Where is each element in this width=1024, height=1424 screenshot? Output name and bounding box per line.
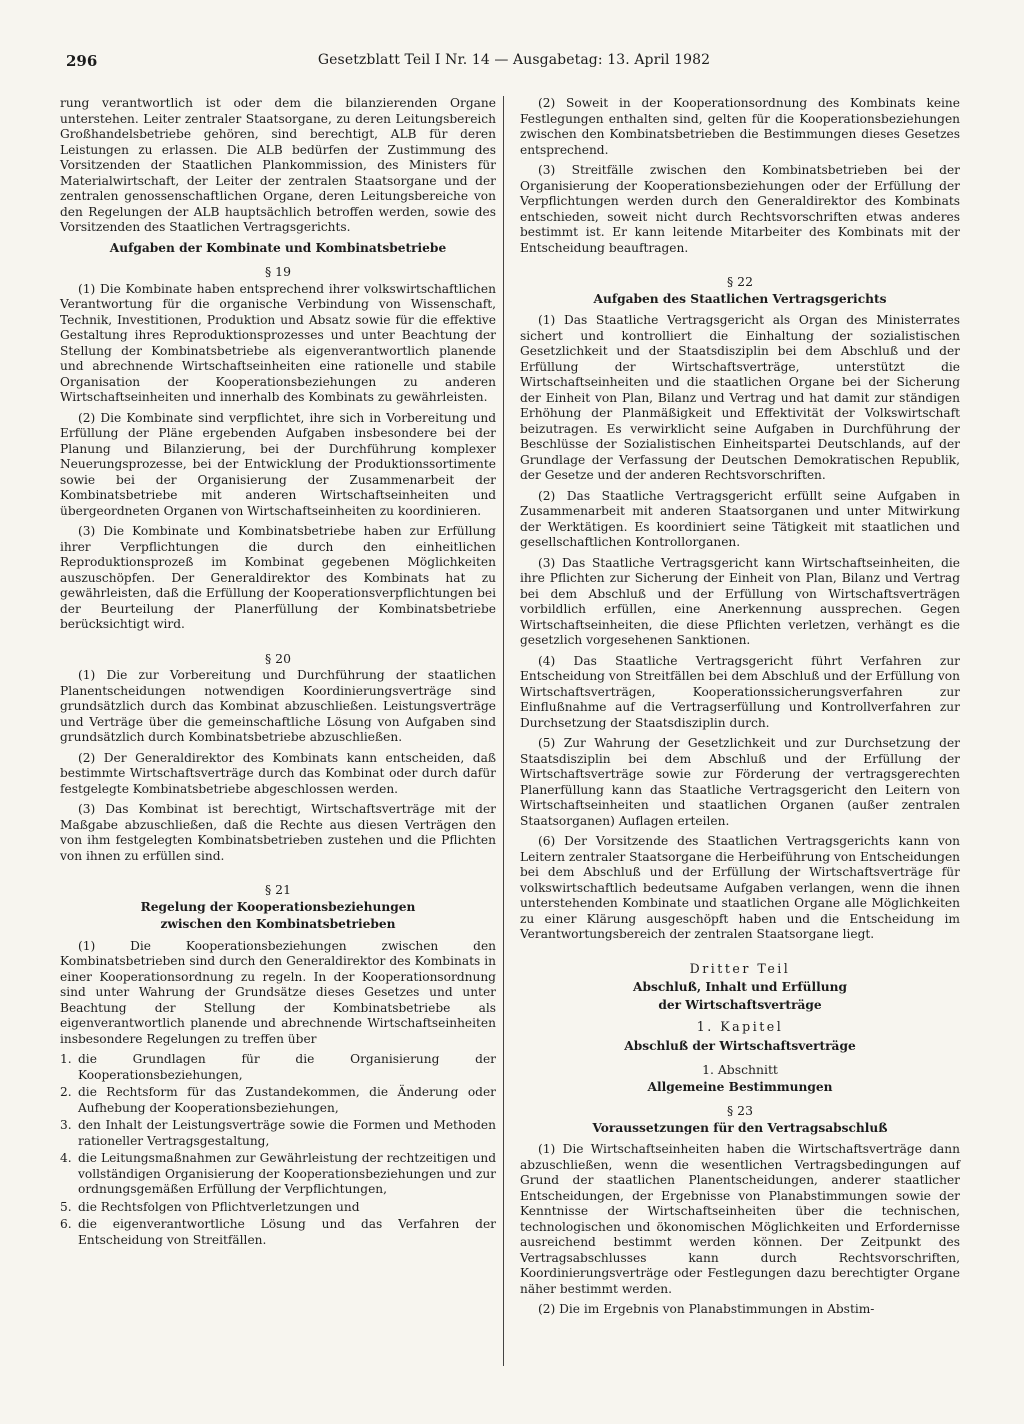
list-number: 3. (60, 1118, 72, 1132)
list-number: 2. (60, 1085, 72, 1099)
paragraph: (2) Das Staatliche Vertragsgericht erfüllt seine Aufgaben in Zusammenarbeit mit anderen Staatsorganen und unter Mitwirkung der Werktätigen. Es koordiniert seine Tätigkeit mit staatlichen und gesellschaftlichen Kontrollorganen. (520, 488, 960, 549)
paragraph: (3) Die Kombinate und Kombinatsbetriebe haben zur Erfüllung ihrer Verpflichtungen die durch den einheitlichen Reproduktionsprozeß im Kombinat gegebenen Möglichkeiten auszuschöpfen. Der Generaldirektor des Kombinats hat zu gewährleisten, daß die Erfüllung der Kooperationsverpflichtungen bei der Beurteilung der Planerfüllung der Kombinatsbetriebe berücksichtigt wird. (60, 524, 496, 631)
list-number: 5. (60, 1199, 72, 1214)
paragraph: (1) Die Kombinate haben entsprechend ihrer volkswirtschaftlichen Verantwortung für die organische Verbindung von Wissenschaft, Technik, Investitionen, Produktion und Absatz sowie für die effektive Gestaltung ihres Reproduktionsprozesses und unter Beachtung der Stellung der Kombinatsbetriebe als eigenverantwortlich planende und abrechnende Wirtschaftseinheiten eine rationelle und stabile Organisation der Kooperationsbeziehungen zu anderen Wirtschaftseinheiten und innerhalb des Kombinats zu gewährleisten. (60, 281, 496, 404)
list-number: 6. (60, 1217, 72, 1231)
section-number: § 19 (265, 264, 291, 279)
paragraph: (1) Die Wirtschaftseinheiten haben die Wirtschaftsverträge dann abzuschließen, wenn die wesentlichen Vertragsbedingungen auf Grund der staatlichen Planentscheidungen, anderer staatlicher Entscheidungen, der Ergebnisse von Planabstimmungen sowie der Kenntnisse der Wirtschaftseinheiten über die technischen, technologischen und ökonomischen Möglichkeiten und Erfordernisse ausreichend bestimmt werden können. Der Zeitpunkt des Vertragsabschlusses kann durch Rechtsvorschriften, Koordinierungsverträge oder Festlegungen dazu berechtigter Organe näher bestimmt werden. (520, 1142, 960, 1296)
subsection-heading: Allgemeine Bestimmungen (647, 1079, 833, 1094)
paragraph: (6) Der Vorsitzende des Staatlichen Vertragsgerichts kann von Leitern zentraler Staatsorgane die Herbeiführung von Entscheidungen bei dem Abschluß und der Erfüllung der Wirtschaftsverträge für volkswirtschaftlich bedeutsame Aufgaben verlangen, wenn die ihnen unterstehenden Kombinate und staatlichen Organe alle Möglichkeiten zu einer Klärung ausgeschöpft haben und die Entscheidung im Verantwortungsbereich der zentralen Staatsorgane liegt. (520, 834, 961, 941)
list-item (60, 1118, 496, 1149)
section-number: § 20 (265, 650, 291, 666)
section-heading: zwischen den Kombinatsbetrieben (160, 917, 396, 931)
part-heading: der Wirtschaftsverträge (658, 997, 822, 1012)
list-number: 4. (60, 1151, 72, 1165)
right-column (520, 96, 960, 1323)
list-text: die Leitungsmaßnahmen zur Gewährleistung der rechtzeitigen und vollständigen Organisierung der Kooperationsbeziehungen und zur ordnungsgemäßen Erfüllung der Verpflichtungen, (78, 1151, 496, 1196)
section-number: § 21 (265, 882, 291, 897)
column-divider (503, 96, 504, 1366)
paragraph: (1) Die Kooperationsbeziehungen zwischen den Kombinatsbetrieben sind durch den Generaldirektor des Kombinats in einer Kooperationsordnung zu regeln. In der Kooperationsordnung sind unter Wahrung der Grundsätze dieses Gesetzes und unter Beachtung der Stellung der Kombinatsbetriebe als eigenverantwortlich planende und abrechnende Wirtschaftseinheiten insbesondere Regelungen zu treffen über (60, 938, 496, 1046)
left-column (60, 96, 496, 1250)
paragraph: (2) Die Kombinate sind verpflichtet, ihre sich in Vorbereitung und Erfüllung der Pläne ergebenden Aufgaben insbesondere bei der Planung und Bilanzierung, bei der Durchführung komplexer Neuerungsprozesse, bei der Entwicklung der Produktionssortimente sowie bei der Organisierung der Zusammenarbeit der Kombinatsbetriebe mit anderen Wirtschaftseinheiten und übergeordneten Organen von Wirtschaftseinheiten zu koordinieren. (60, 410, 496, 518)
running-title: Gesetzblatt Teil I Nr. 14 — Ausgabetag: 13. April 1982 (317, 52, 711, 68)
paragraph: (3) Das Staatliche Vertragsgericht kann Wirtschaftseinheiten, die ihre Pflichten zur Sicherung der Einheit von Plan, Bilanz und Vertrag bei dem Abschluß und der Erfüllung von Wirtschaftsverträgen vorbildlich erfüllen, eine Anerkennung aussprechen. Gegen Wirtschaftseinheiten, die diese Pflichten verletzen, verhängt es die gesetzlich vorgesehenen Sanktionen. (520, 555, 960, 647)
part-heading: Abschluß, Inhalt und Erfüllung (633, 980, 847, 994)
part-title: Dritter Teil (689, 960, 791, 976)
paragraph: (3) Das Kombinat ist berechtigt, Wirtschaftsverträge mit der Maßgabe abzuschließen, daß die Rechte aus diesen Verträgen den von ihm festgelegten Kombinatsbetrieben zustehen und die Pflichten von ihnen zu erfüllen sind. (60, 802, 496, 863)
list-item (60, 1200, 496, 1216)
list-text: den Inhalt der Leistungsverträge sowie die Formen und Methoden rationeller Vertragsgestaltung, (78, 1118, 496, 1148)
paragraph: (5) Zur Wahrung der Gesetzlichkeit und zur Durchsetzung der Staatsdisziplin bei dem Abschluß und der Erfüllung der Wirtschaftsverträge sowie zur Förderung der vertragsgerechten Planerfüllung kann das Staatliche Vertragsgericht den Leitern von Wirtschaftseinheiten und staatlichen Organen (außer zentralen Staatsorganen) Auflagen erteilen. (520, 736, 960, 828)
paragraph: (1) Die zur Vorbereitung und Durchführung der staatlichen Planentscheidungen notwendigen Koordinierungsverträge sind grundsätzlich durch das Kombinat abzuschließen. Leistungsverträge und Verträge über die gemeinschaftliche Lösung von Aufgaben sind grundsätzlich durch Kombinatsbetriebe abzuschließen. (60, 668, 496, 744)
list-text: die Grundlagen für die Organisierung der Kooperationsbeziehungen, (78, 1052, 496, 1082)
chapter-heading: Abschluß der Wirtschaftsverträge (624, 1038, 856, 1053)
numbered-list (60, 1052, 496, 1248)
paragraph: (2) Soweit in der Kooperationsordnung des Kombinats keine Festlegungen enthalten sind, gelten für die Kooperationsbeziehungen zwischen den Kombinatsbetrieben die Bestimmungen dieses Gesetzes entsprechend. (520, 96, 960, 157)
section-number: § 23 (727, 1103, 753, 1118)
paragraph: rung verantwortlich ist oder dem die bilanzierenden Organe unterstehen. Leiter zentraler Staatsorgane, zu deren Leitungsbereich Großhandelsbetriebe gehören, sind berechtigt, ALB für deren Leistungen zu erlassen. Die ALB bedürfen der Zustimmung des Vorsitzenden der Staatlichen Plankommission, des Ministers für Materialwirtschaft, der Leiter der zentralen Staatsorgane und der zentralen genossenschaftlichen Organe, deren Leitungsbereiche von den Regelungen der ALB hauptsächlich betroffen werden, sowie des Vorsitzenden des Staatlichen Vertragsgerichts. (60, 96, 496, 234)
paragraph: (2) Der Generaldirektor des Kombinats kann entscheiden, daß bestimmte Wirtschaftsverträge durch das Kombinat oder durch dafür festgelegte Kombinatsbetriebe abgeschlossen werden. (60, 750, 496, 796)
list-item (60, 1085, 496, 1116)
section-heading: Voraussetzungen für den Vertragsabschluß (592, 1120, 888, 1135)
list-item (60, 1217, 496, 1248)
chapter-title: 1. Kapitel (696, 1019, 784, 1034)
paragraph: (4) Das Staatliche Vertragsgericht führt Verfahren zur Entscheidung von Streitfällen bei dem Abschluß und der Erfüllung von Wirtschaftsverträgen, Kooperationssicherungsverfahren zur Einflußnahme auf die Vertragserfüllung und Kontrollverfahren zur Durchsetzung der Staatsdisziplin durch. (520, 653, 960, 730)
list-text: die Rechtsform für das Zustandekommen, die Änderung oder Aufhebung der Kooperationsbeziehungen, (78, 1085, 496, 1115)
list-number: 1. (60, 1052, 72, 1066)
subsection-title: 1. Abschnitt (702, 1062, 778, 1077)
paragraph: (1) Das Staatliche Vertragsgericht als Organ des Ministerrates sichert und kontrolliert die Einhaltung der sozialistischen Gesetzlichkeit und der Staatsdisziplin bei dem Abschluß und der Erfüllung der Wirtschaftsverträge, unterstützt die Wirtschaftseinheiten und die staatlichen Organe bei der Sicherung der Einheit von Plan, Bilanz und Vertrag und hat damit zur ständigen Erhöhung der Planmäßigkeit und Effektivität der Volkswirtschaft beizutragen. Es verwirklicht seine Aufgaben in Durchführung der Beschlüsse der Sozialistischen Einheitspartei Deutschlands, auf der Grundlage der Verfassung der Deutschen Demokratischen Republik, der Gesetze und der anderen Rechtsvorschriften. (520, 313, 960, 482)
section-number: § 22 (727, 274, 753, 289)
list-item (60, 1151, 496, 1198)
page-number: 296 (66, 52, 98, 70)
list-item (60, 1052, 496, 1083)
page-header (66, 52, 962, 72)
section-heading: Aufgaben des Staatlichen Vertragsgerichts (593, 291, 887, 306)
list-text: die eigenverantwortliche Lösung und das Verfahren der Entscheidung von Streitfällen. (78, 1217, 496, 1247)
paragraph: (2) Die im Ergebnis von Planabstimmungen in Abstim- (538, 1302, 875, 1316)
section-heading: Aufgaben der Kombinate und Kombinatsbetriebe (109, 240, 447, 255)
paragraph: (3) Streitfälle zwischen den Kombinatsbetrieben bei der Organisierung der Kooperationsbeziehungen oder der Erfüllung der Verpflichtungen werden durch den Generaldirektor des Kombinats entschieden, soweit nicht durch Rechtsvorschriften etwas anderes bestimmt ist. Er kann leitende Mitarbeiter des Kombinats mit der Entscheidung beauftragen. (520, 163, 960, 255)
list-text: die Rechtsfolgen von Pflichtverletzungen und (78, 1199, 360, 1214)
section-heading: Regelung der Kooperationsbeziehungen (140, 899, 416, 914)
